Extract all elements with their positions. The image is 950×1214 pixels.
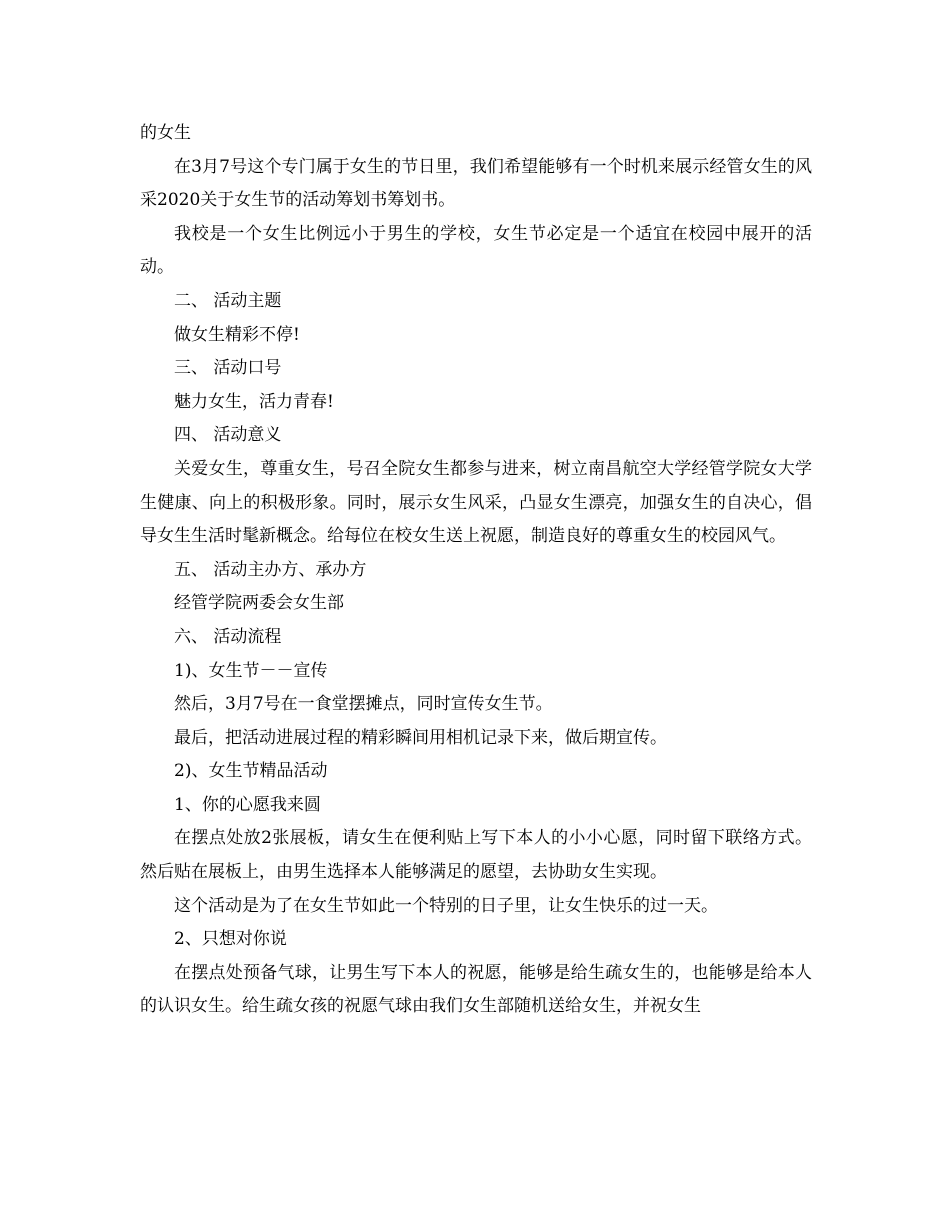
paragraph-theme: 做女生精彩不停! bbox=[174, 324, 300, 345]
paragraph-wish-purpose: 这个活动是为了在女生节如此一个特别的日子里，让女生快乐的过一天。 bbox=[174, 895, 718, 916]
subheading-promotion: 1)、女生节－－宣传 bbox=[174, 660, 328, 681]
paragraph-organizer: 经管学院两委会女生部 bbox=[174, 593, 344, 614]
paragraph-balloons: 在摆点处预备气球，让男生写下本人的祝愿，能够是给生疏女生的，也能够是给本人的认识女生。给生疏女孩的祝愿气球由我们女生部随机送给女生，并祝女生 bbox=[140, 962, 812, 1017]
paragraph-slogan: 魅力女生，活力青春! bbox=[174, 391, 334, 412]
subheading-say-to-you: 2、只想对你说 bbox=[174, 929, 287, 950]
paragraph-continuation: 的女生 bbox=[140, 123, 191, 143]
section-heading-meaning: 四、 活动意义 bbox=[174, 425, 282, 446]
section-heading-organizer: 五、 活动主办方、承办方 bbox=[174, 559, 367, 580]
paragraph-promotion-then: 然后，3月7号在一食堂摆摊点，同时宣传女生节。 bbox=[174, 694, 553, 715]
section-heading-process: 六、 活动流程 bbox=[174, 626, 282, 647]
paragraph-wish-board: 在摆点处放2张展板，请女生在便利贴上写下本人的小小心愿，同时留下联络方式。然后贴在展板上，由男生选择本人能够满足的愿望，去协助女生实现。 bbox=[140, 828, 812, 883]
section-heading-theme: 二、 活动主题 bbox=[174, 290, 282, 311]
paragraph-intro: 在3月7号这个专门属于女生的节日里，我们希望能够有一个时机来展示经管女生的风采2020关于女生节的活动筹划书筹划书。 bbox=[140, 156, 812, 211]
subheading-activities: 2)、女生节精品活动 bbox=[174, 761, 328, 782]
section-heading-slogan: 三、 活动口号 bbox=[174, 358, 282, 379]
paragraph-school: 我校是一个女生比例远小于男生的学校，女生节必定是一个适宜在校园中展开的活动。 bbox=[140, 223, 812, 278]
document-body bbox=[140, 117, 812, 1024]
paragraph-promotion-finally: 最后，把活动进展过程的精彩瞬间用相机记录下来，做后期宣传。 bbox=[174, 727, 667, 748]
subheading-wish: 1、你的心愿我来圆 bbox=[174, 794, 321, 815]
paragraph-meaning: 关爱女生，尊重女生，号召全院女生都参与进来，树立南昌航空大学经管学院女大学生健康、向上的积极形象。同时，展示女生风采，凸显女生漂亮，加强女生的自决心，倡导女生生活时髦新概念。给每位在校女生送上祝愿，制造良好的尊重女生的校园风气。 bbox=[140, 458, 812, 547]
